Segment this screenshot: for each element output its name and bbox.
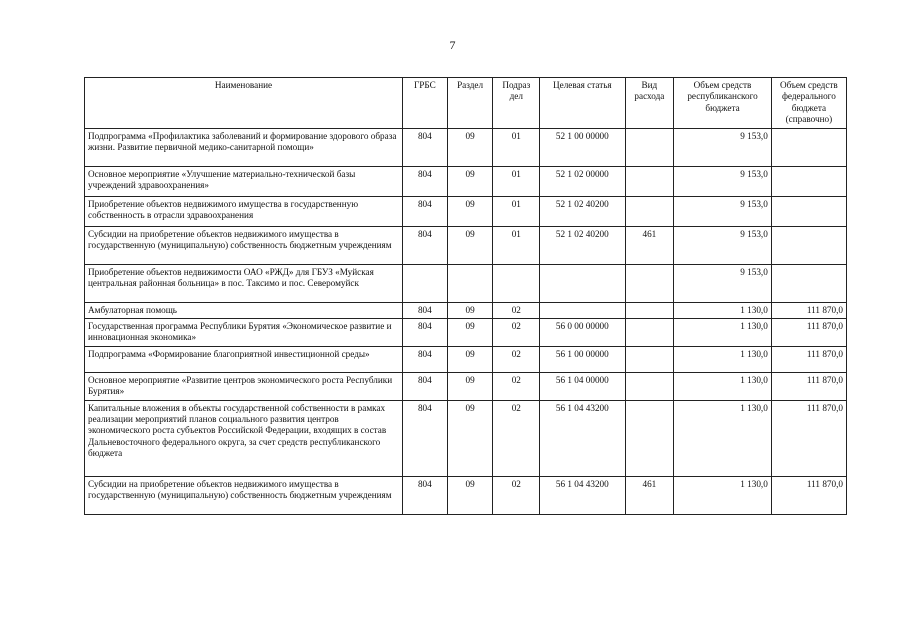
header-republican-budget: Объем средств республиканского бюджета	[674, 78, 772, 129]
row-federal-budget	[771, 264, 846, 302]
row-razdel	[447, 264, 493, 302]
table-row	[85, 302, 847, 318]
row-target-article: 52 1 02 40200	[540, 196, 625, 226]
row-expense-type	[625, 264, 674, 302]
table-row	[85, 166, 847, 196]
row-razdel: 09	[447, 166, 493, 196]
header-grbs: ГРБС	[403, 78, 448, 129]
row-republican-budget: 9 153,0	[674, 264, 772, 302]
row-name: Государственная программа Республики Бурятия «Экономическое развитие и инновационная экономика»	[85, 319, 403, 347]
row-grbs: 804	[403, 346, 448, 372]
row-grbs: 804	[403, 196, 448, 226]
row-federal-budget	[771, 166, 846, 196]
header-federal-budget: Объем средств федерального бюджета (справочно)	[771, 78, 846, 129]
table-row	[85, 319, 847, 347]
row-federal-budget	[771, 128, 846, 166]
table-row	[85, 372, 847, 400]
row-grbs: 804	[403, 400, 448, 476]
row-republican-budget: 9 153,0	[674, 128, 772, 166]
row-podrazdel: 01	[493, 196, 540, 226]
row-target-article: 52 1 00 00000	[540, 128, 625, 166]
row-federal-budget: 111 870,0	[771, 302, 846, 318]
row-name: Приобретение объектов недвижимости ОАО «РЖД» для ГБУЗ «Муйская центральная районная больница» в пос. Таксимо и пос. Северомуйск	[85, 264, 403, 302]
row-federal-budget: 111 870,0	[771, 319, 846, 347]
row-expense-type: 461	[625, 476, 674, 514]
row-razdel: 09	[447, 319, 493, 347]
table-row	[85, 226, 847, 264]
table-row	[85, 128, 847, 166]
row-grbs: 804	[403, 226, 448, 264]
row-name: Подпрограмма «Профилактика заболеваний и формирование здорового образа жизни. Развитие первичной медико-санитарной помощи»	[85, 128, 403, 166]
row-republican-budget: 9 153,0	[674, 166, 772, 196]
row-grbs: 804	[403, 319, 448, 347]
row-federal-budget: 111 870,0	[771, 346, 846, 372]
row-name: Капитальные вложения в объекты государственной собственности в рамках реализации мероприятий планов социального развития центров экономического роста субъектов Российской Федерации, входящих в состав Дальневосточного федерального округа, за счет средств республиканского бюджета	[85, 400, 403, 476]
row-razdel: 09	[447, 302, 493, 318]
row-expense-type	[625, 346, 674, 372]
row-target-article: 52 1 02 40200	[540, 226, 625, 264]
row-grbs: 804	[403, 476, 448, 514]
row-grbs: 804	[403, 302, 448, 318]
row-federal-budget: 111 870,0	[771, 476, 846, 514]
table-row	[85, 264, 847, 302]
row-grbs: 804	[403, 128, 448, 166]
row-grbs: 804	[403, 166, 448, 196]
row-republican-budget: 9 153,0	[674, 196, 772, 226]
row-target-article: 56 1 04 43200	[540, 400, 625, 476]
row-name: Основное мероприятие «Развитие центров экономического роста Республики Бурятия»	[85, 372, 403, 400]
row-expense-type	[625, 400, 674, 476]
row-expense-type	[625, 372, 674, 400]
row-target-article: 56 0 00 00000	[540, 319, 625, 347]
row-razdel: 09	[447, 128, 493, 166]
row-expense-type	[625, 302, 674, 318]
row-republican-budget: 1 130,0	[674, 372, 772, 400]
row-podrazdel: 02	[493, 372, 540, 400]
row-target-article: 56 1 00 00000	[540, 346, 625, 372]
row-target-article	[540, 264, 625, 302]
row-podrazdel: 01	[493, 128, 540, 166]
row-expense-type: 461	[625, 226, 674, 264]
row-podrazdel: 02	[493, 302, 540, 318]
row-podrazdel: 01	[493, 226, 540, 264]
row-razdel: 09	[447, 196, 493, 226]
row-target-article: 52 1 02 00000	[540, 166, 625, 196]
row-grbs: 804	[403, 372, 448, 400]
row-name: Субсидии на приобретение объектов недвижимого имущества в государственную (муниципальную) собственность бюджетным учреждениям	[85, 226, 403, 264]
row-target-article	[540, 302, 625, 318]
row-republican-budget: 1 130,0	[674, 476, 772, 514]
row-republican-budget: 9 153,0	[674, 226, 772, 264]
row-podrazdel: 01	[493, 166, 540, 196]
row-republican-budget: 1 130,0	[674, 302, 772, 318]
row-name: Подпрограмма «Формирование благоприятной инвестиционной среды»	[85, 346, 403, 372]
row-republican-budget: 1 130,0	[674, 400, 772, 476]
row-target-article: 56 1 04 43200	[540, 476, 625, 514]
row-razdel: 09	[447, 400, 493, 476]
row-podrazdel: 02	[493, 346, 540, 372]
budget-table	[84, 77, 847, 515]
table-header-row	[85, 78, 847, 129]
row-grbs	[403, 264, 448, 302]
row-podrazdel	[493, 264, 540, 302]
header-razdel: Раздел	[447, 78, 493, 129]
row-federal-budget	[771, 226, 846, 264]
row-target-article: 56 1 04 00000	[540, 372, 625, 400]
row-name: Основное мероприятие «Улучшение материально-технической базы учреждений здравоохранения»	[85, 166, 403, 196]
row-federal-budget: 111 870,0	[771, 372, 846, 400]
row-podrazdel: 02	[493, 319, 540, 347]
row-name: Амбулаторная помощь	[85, 302, 403, 318]
row-federal-budget	[771, 196, 846, 226]
row-podrazdel: 02	[493, 400, 540, 476]
row-razdel: 09	[447, 226, 493, 264]
row-republican-budget: 1 130,0	[674, 319, 772, 347]
row-name: Субсидии на приобретение объектов недвижимого имущества в государственную (муниципальную) собственность бюджетным учреждениям	[85, 476, 403, 514]
page-number: 7	[449, 38, 456, 52]
table-row	[85, 196, 847, 226]
row-razdel: 09	[447, 476, 493, 514]
header-target-article: Целевая статья	[540, 78, 625, 129]
table-row	[85, 400, 847, 476]
row-podrazdel: 02	[493, 476, 540, 514]
header-podrazdel: Подраз дел	[493, 78, 540, 129]
header-expense-type: Вид расхода	[625, 78, 674, 129]
row-expense-type	[625, 319, 674, 347]
row-expense-type	[625, 128, 674, 166]
header-name: Наименование	[85, 78, 403, 129]
row-expense-type	[625, 196, 674, 226]
table-row	[85, 476, 847, 514]
row-expense-type	[625, 166, 674, 196]
row-name: Приобретение объектов недвижимого имущества в государственную собственность в отрасли здравоохранения	[85, 196, 403, 226]
row-razdel: 09	[447, 372, 493, 400]
row-razdel: 09	[447, 346, 493, 372]
row-republican-budget: 1 130,0	[674, 346, 772, 372]
table-row	[85, 346, 847, 372]
row-federal-budget: 111 870,0	[771, 400, 846, 476]
